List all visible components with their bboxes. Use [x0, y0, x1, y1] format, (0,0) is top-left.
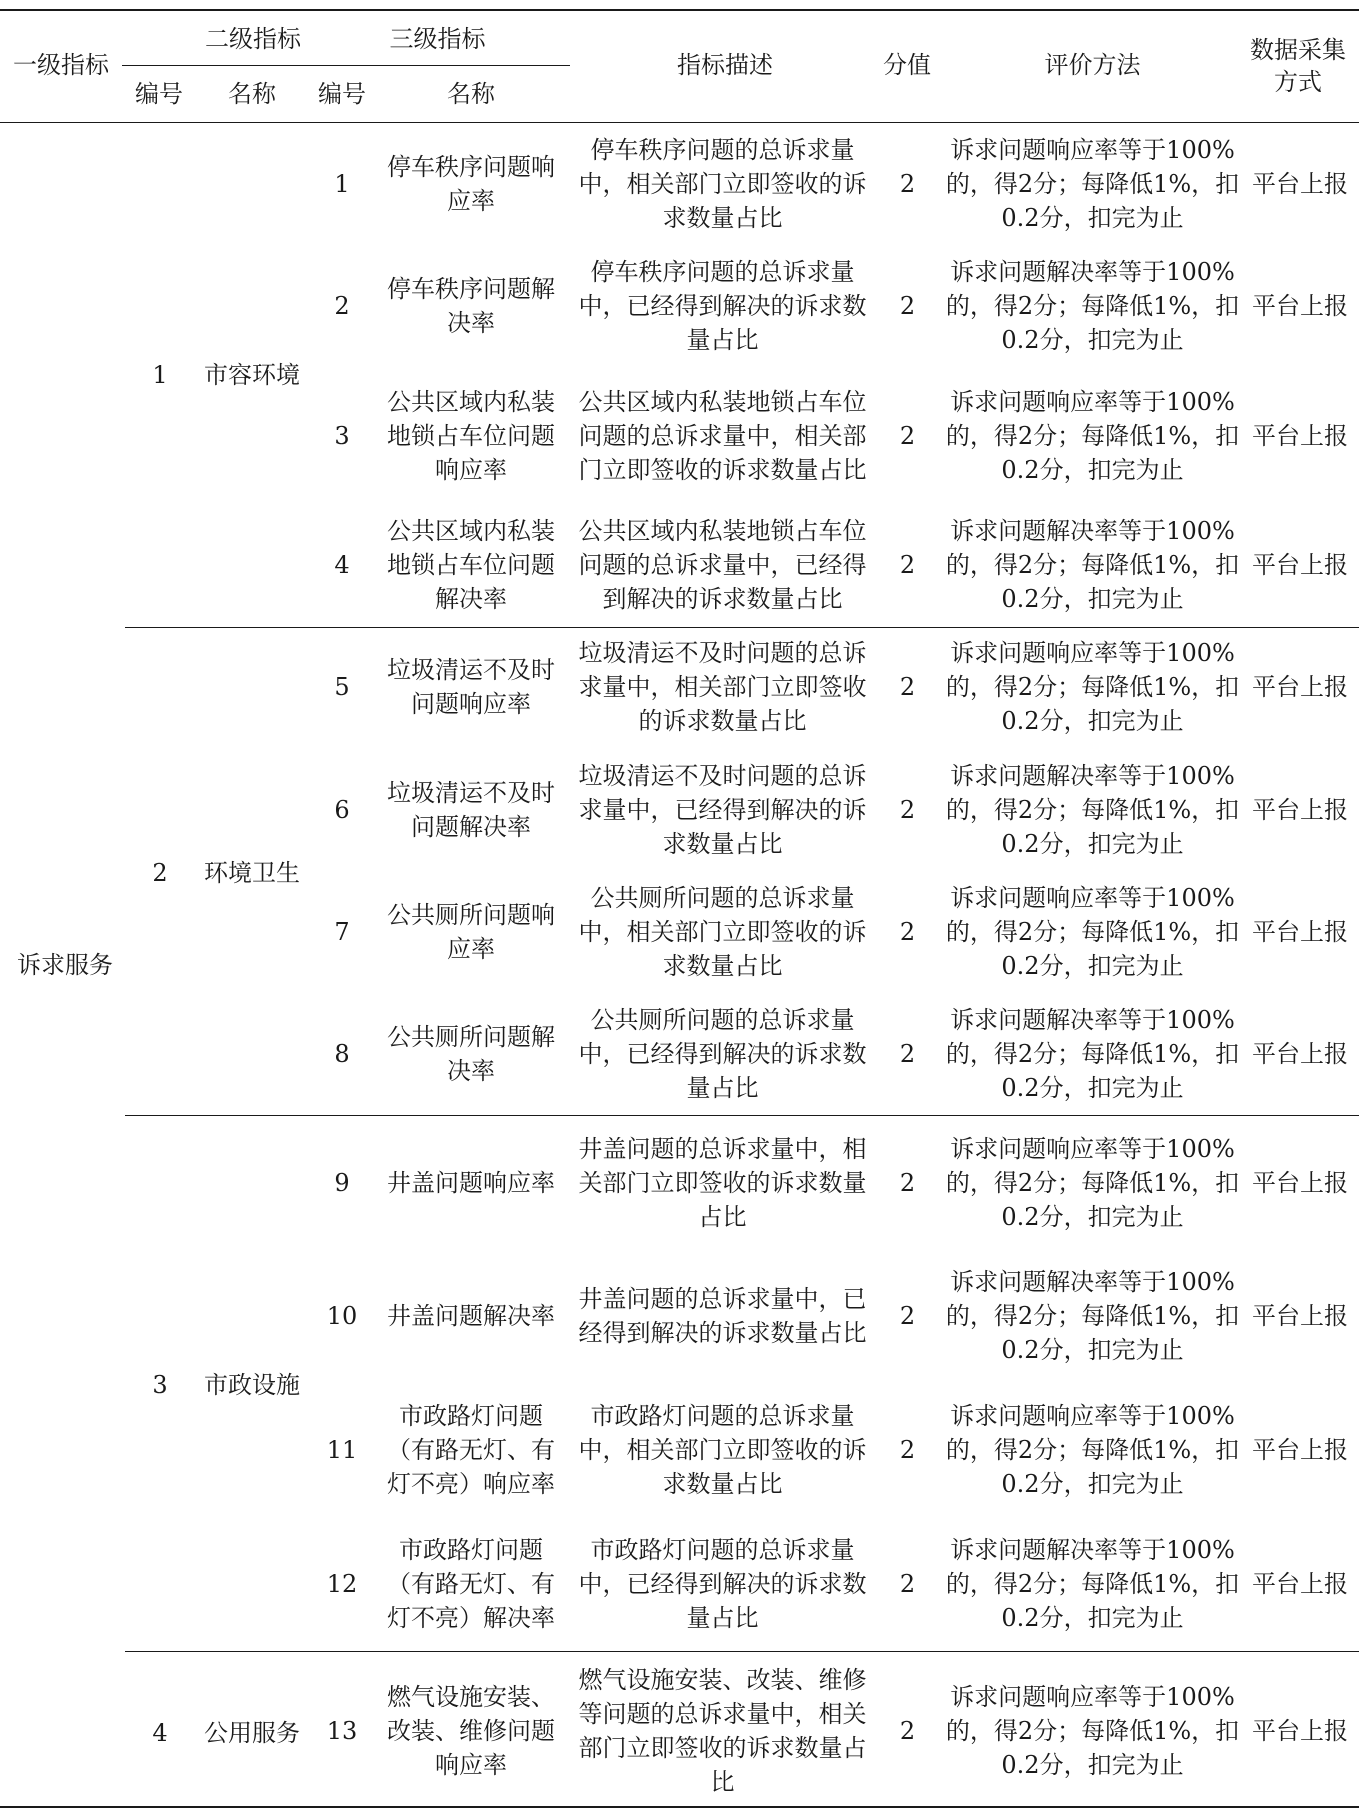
row-score: 2	[899, 292, 916, 320]
row-no: 13	[326, 1717, 358, 1745]
group-1-name: 市容环境	[204, 361, 300, 389]
row-collect: 平台上报	[1252, 551, 1348, 579]
header-sub-rule	[122, 65, 570, 66]
row-desc: 公共厕所问题的总诉求量中，相关部门立即签收的诉求数量占比	[578, 884, 867, 980]
header-score: 分值	[883, 51, 931, 79]
row-name: 市政路灯问题（有路无灯、有灯不亮）响应率	[387, 1402, 555, 1498]
group-3-name: 市政设施	[204, 1371, 300, 1399]
row-method: 诉求问题解决率等于100%的，得2分；每降低1%，扣0.2分，扣完为止	[945, 762, 1240, 858]
header-level3: 三级指标	[389, 25, 486, 53]
row-no: 5	[334, 673, 350, 701]
row-method: 诉求问题响应率等于100%的，得2分；每降低1%，扣0.2分，扣完为止	[945, 1402, 1240, 1498]
row-score: 2	[899, 918, 916, 946]
header-collect: 数据采集方式	[1250, 36, 1346, 96]
row-score: 2	[899, 1169, 916, 1197]
row-name: 市政路灯问题（有路无灯、有灯不亮）解决率	[387, 1536, 555, 1632]
row-name: 公共区域内私装地锁占车位问题响应率	[387, 388, 555, 484]
row-desc: 公共区域内私装地锁占车位问题的总诉求量中，相关部门立即签收的诉求数量占比	[578, 388, 867, 484]
row-method: 诉求问题响应率等于100%的，得2分；每降低1%，扣0.2分，扣完为止	[945, 1683, 1240, 1779]
row-name: 燃气设施安装、改装、维修问题响应率	[387, 1683, 555, 1779]
row-no: 10	[326, 1302, 358, 1330]
header-level3-name: 名称	[447, 80, 495, 108]
bottom-rule	[0, 1806, 1359, 1808]
row-score: 2	[899, 422, 916, 450]
header-level2-name: 名称	[228, 80, 276, 108]
row-no: 3	[334, 422, 350, 450]
row-method: 诉求问题解决率等于100%的，得2分；每降低1%，扣0.2分，扣完为止	[945, 1536, 1240, 1632]
header-method: 评价方法	[1044, 51, 1141, 79]
row-desc: 燃气设施安装、改装、维修等问题的总诉求量中，相关部门立即签收的诉求数量占比	[578, 1666, 867, 1796]
row-name: 停车秩序问题解决率	[387, 275, 555, 337]
row-desc: 停车秩序问题的总诉求量中，已经得到解决的诉求数量占比	[578, 258, 867, 354]
row-name: 垃圾清运不及时问题解决率	[387, 779, 555, 841]
group-2-name: 环境卫生	[204, 859, 300, 887]
header-level2: 二级指标	[205, 25, 301, 53]
row-no: 11	[326, 1436, 358, 1464]
row-desc: 井盖问题的总诉求量中，已经得到解决的诉求数量占比	[578, 1285, 867, 1347]
row-name: 公共厕所问题解决率	[387, 1023, 555, 1085]
row-score: 2	[899, 1040, 916, 1068]
row-no: 7	[334, 918, 350, 946]
row-collect: 平台上报	[1252, 1302, 1348, 1330]
row-name: 停车秩序问题响应率	[387, 153, 555, 215]
row-name: 井盖问题解决率	[387, 1302, 555, 1330]
row-method: 诉求问题响应率等于100%的，得2分；每降低1%，扣0.2分，扣完为止	[945, 388, 1240, 484]
row-score: 2	[899, 170, 916, 198]
row-desc: 井盖问题的总诉求量中，相关部门立即签收的诉求数量占比	[578, 1135, 867, 1231]
row-score: 2	[899, 1302, 916, 1330]
row-no: 12	[326, 1570, 358, 1598]
header-desc: 指标描述	[677, 51, 773, 79]
top-rule	[0, 9, 1359, 11]
row-score: 2	[899, 796, 916, 824]
row-method: 诉求问题响应率等于100%的，得2分；每降低1%，扣0.2分，扣完为止	[945, 1135, 1240, 1231]
row-name: 公共厕所问题响应率	[387, 901, 555, 963]
group-1-no: 1	[152, 361, 168, 389]
row-name: 垃圾清运不及时问题响应率	[387, 656, 555, 718]
row-score: 2	[899, 1570, 916, 1598]
row-method: 诉求问题响应率等于100%的，得2分；每降低1%，扣0.2分，扣完为止	[945, 884, 1240, 980]
row-no: 2	[334, 292, 350, 320]
row-method: 诉求问题解决率等于100%的，得2分；每降低1%，扣0.2分，扣完为止	[945, 1268, 1240, 1364]
row-collect: 平台上报	[1252, 1717, 1348, 1745]
row-collect: 平台上报	[1252, 796, 1348, 824]
row-score: 2	[899, 1436, 916, 1464]
row-no: 9	[334, 1169, 350, 1197]
row-collect: 平台上报	[1252, 422, 1348, 450]
row-score: 2	[899, 1717, 916, 1745]
level1-name: 诉求服务	[17, 951, 113, 979]
row-method: 诉求问题响应率等于100%的，得2分；每降低1%，扣0.2分，扣完为止	[945, 639, 1240, 735]
group-3-no: 3	[152, 1371, 168, 1399]
row-collect: 平台上报	[1252, 673, 1348, 701]
row-no: 1	[334, 170, 350, 198]
row-collect: 平台上报	[1252, 1169, 1348, 1197]
group-4-name: 公用服务	[204, 1719, 300, 1747]
row-collect: 平台上报	[1252, 170, 1348, 198]
row-collect: 平台上报	[1252, 1570, 1348, 1598]
header-level1: 一级指标	[13, 51, 109, 79]
row-collect: 平台上报	[1252, 1436, 1348, 1464]
row-no: 4	[334, 551, 350, 579]
row-desc: 垃圾清运不及时问题的总诉求量中，相关部门立即签收的诉求数量占比	[578, 639, 867, 735]
row-desc: 公共区域内私装地锁占车位问题的总诉求量中，已经得到解决的诉求数量占比	[578, 517, 867, 613]
row-method: 诉求问题解决率等于100%的，得2分；每降低1%，扣0.2分，扣完为止	[945, 517, 1240, 613]
row-collect: 平台上报	[1252, 292, 1348, 320]
row-no: 6	[334, 796, 350, 824]
row-desc: 市政路灯问题的总诉求量中，相关部门立即签收的诉求数量占比	[578, 1402, 867, 1498]
group-4-no: 4	[152, 1719, 168, 1747]
row-method: 诉求问题解决率等于100%的，得2分；每降低1%，扣0.2分，扣完为止	[945, 1006, 1240, 1102]
row-collect: 平台上报	[1252, 1040, 1348, 1068]
header-level2-no: 编号	[135, 80, 183, 108]
row-name: 公共区域内私装地锁占车位问题解决率	[387, 517, 555, 613]
row-name: 井盖问题响应率	[387, 1169, 555, 1197]
row-desc: 市政路灯问题的总诉求量中，已经得到解决的诉求数量占比	[578, 1536, 867, 1632]
row-desc: 公共厕所问题的总诉求量中，已经得到解决的诉求数量占比	[578, 1006, 867, 1102]
row-score: 2	[899, 673, 916, 701]
row-no: 8	[334, 1040, 350, 1068]
header-level3-no: 编号	[318, 80, 366, 108]
row-score: 2	[899, 551, 916, 579]
group-2-no: 2	[152, 859, 168, 887]
row-method: 诉求问题响应率等于100%的，得2分；每降低1%，扣0.2分，扣完为止	[945, 136, 1240, 232]
row-method: 诉求问题解决率等于100%的，得2分；每降低1%，扣0.2分，扣完为止	[945, 258, 1240, 354]
row-collect: 平台上报	[1252, 918, 1348, 946]
row-desc: 垃圾清运不及时问题的总诉求量中，已经得到解决的诉求数量占比	[578, 762, 867, 858]
row-desc: 停车秩序问题的总诉求量中，相关部门立即签收的诉求数量占比	[578, 136, 867, 232]
